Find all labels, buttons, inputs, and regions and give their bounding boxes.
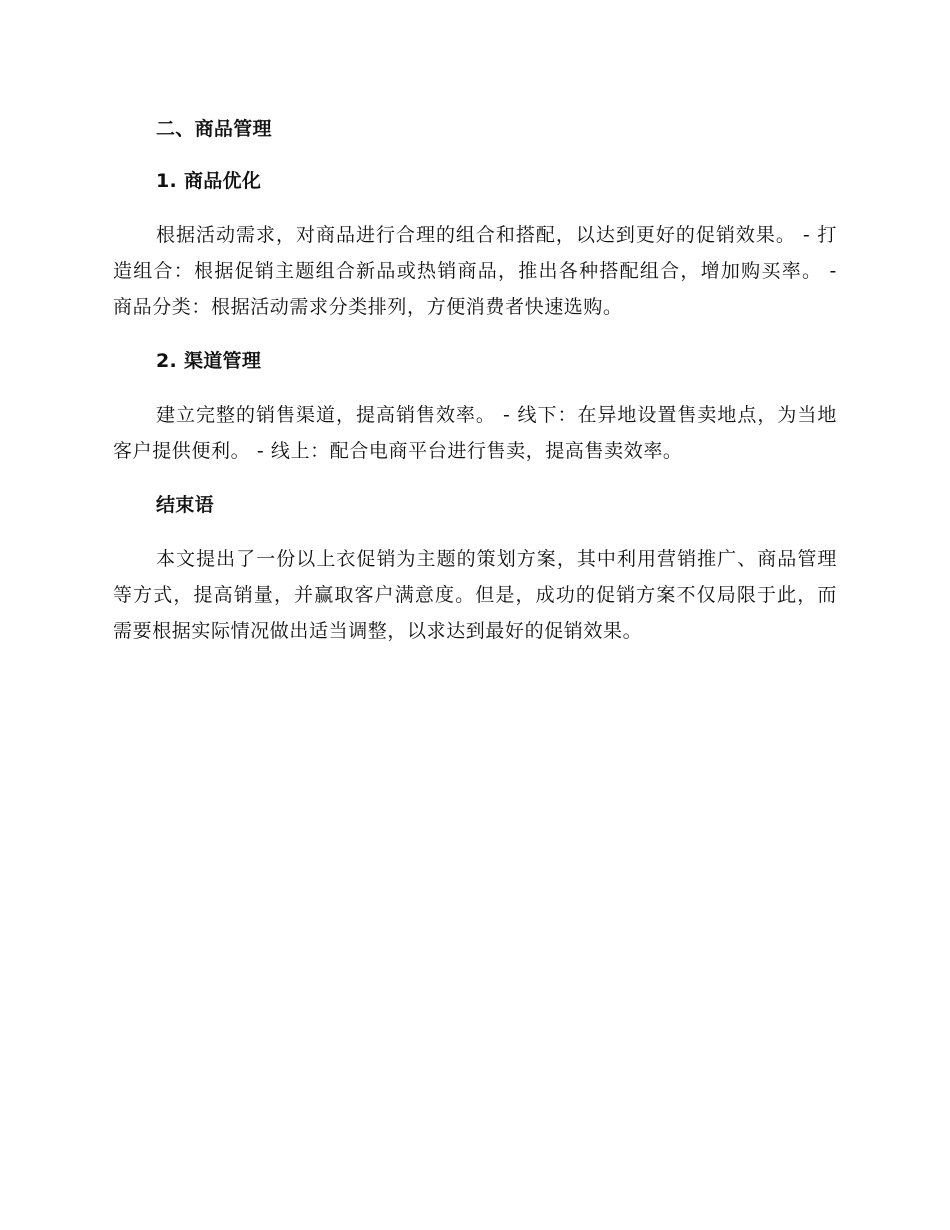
section-title: 二、商品管理 bbox=[156, 118, 272, 140]
paragraph-channel-management: 建立完整的销售渠道，提高销售效率。 - 线下：在异地设置售卖地点，为当地客户提供便利。 - 线上：配合电商平台进行售卖，提高售卖效率。 bbox=[113, 404, 837, 462]
subsection-title-product-optimization: 1. 商品优化 bbox=[156, 170, 262, 192]
paragraph-conclusion: 本文提出了一份以上衣促销为主题的策划方案，其中利用营销推广、商品管理等方式，提高销量，并赢取客户满意度。但是，成功的促销方案不仅局限于此，而需要根据实际情况做出适当调整，以求达到最好的促销效果。 bbox=[113, 548, 837, 642]
paragraph-product-optimization: 根据活动需求，对商品进行合理的组合和搭配，以达到更好的促销效果。 - 打造组合：根据促销主题组合新品或热销商品，推出各种搭配组合，增加购买率。 - 商品分类：根据活动需求分类排列，方便消费者快速选购。 bbox=[113, 224, 837, 318]
conclusion-title: 结束语 bbox=[156, 494, 214, 516]
document-content bbox=[113, 113, 837, 649]
subsection-title-channel-management: 2. 渠道管理 bbox=[156, 350, 262, 372]
